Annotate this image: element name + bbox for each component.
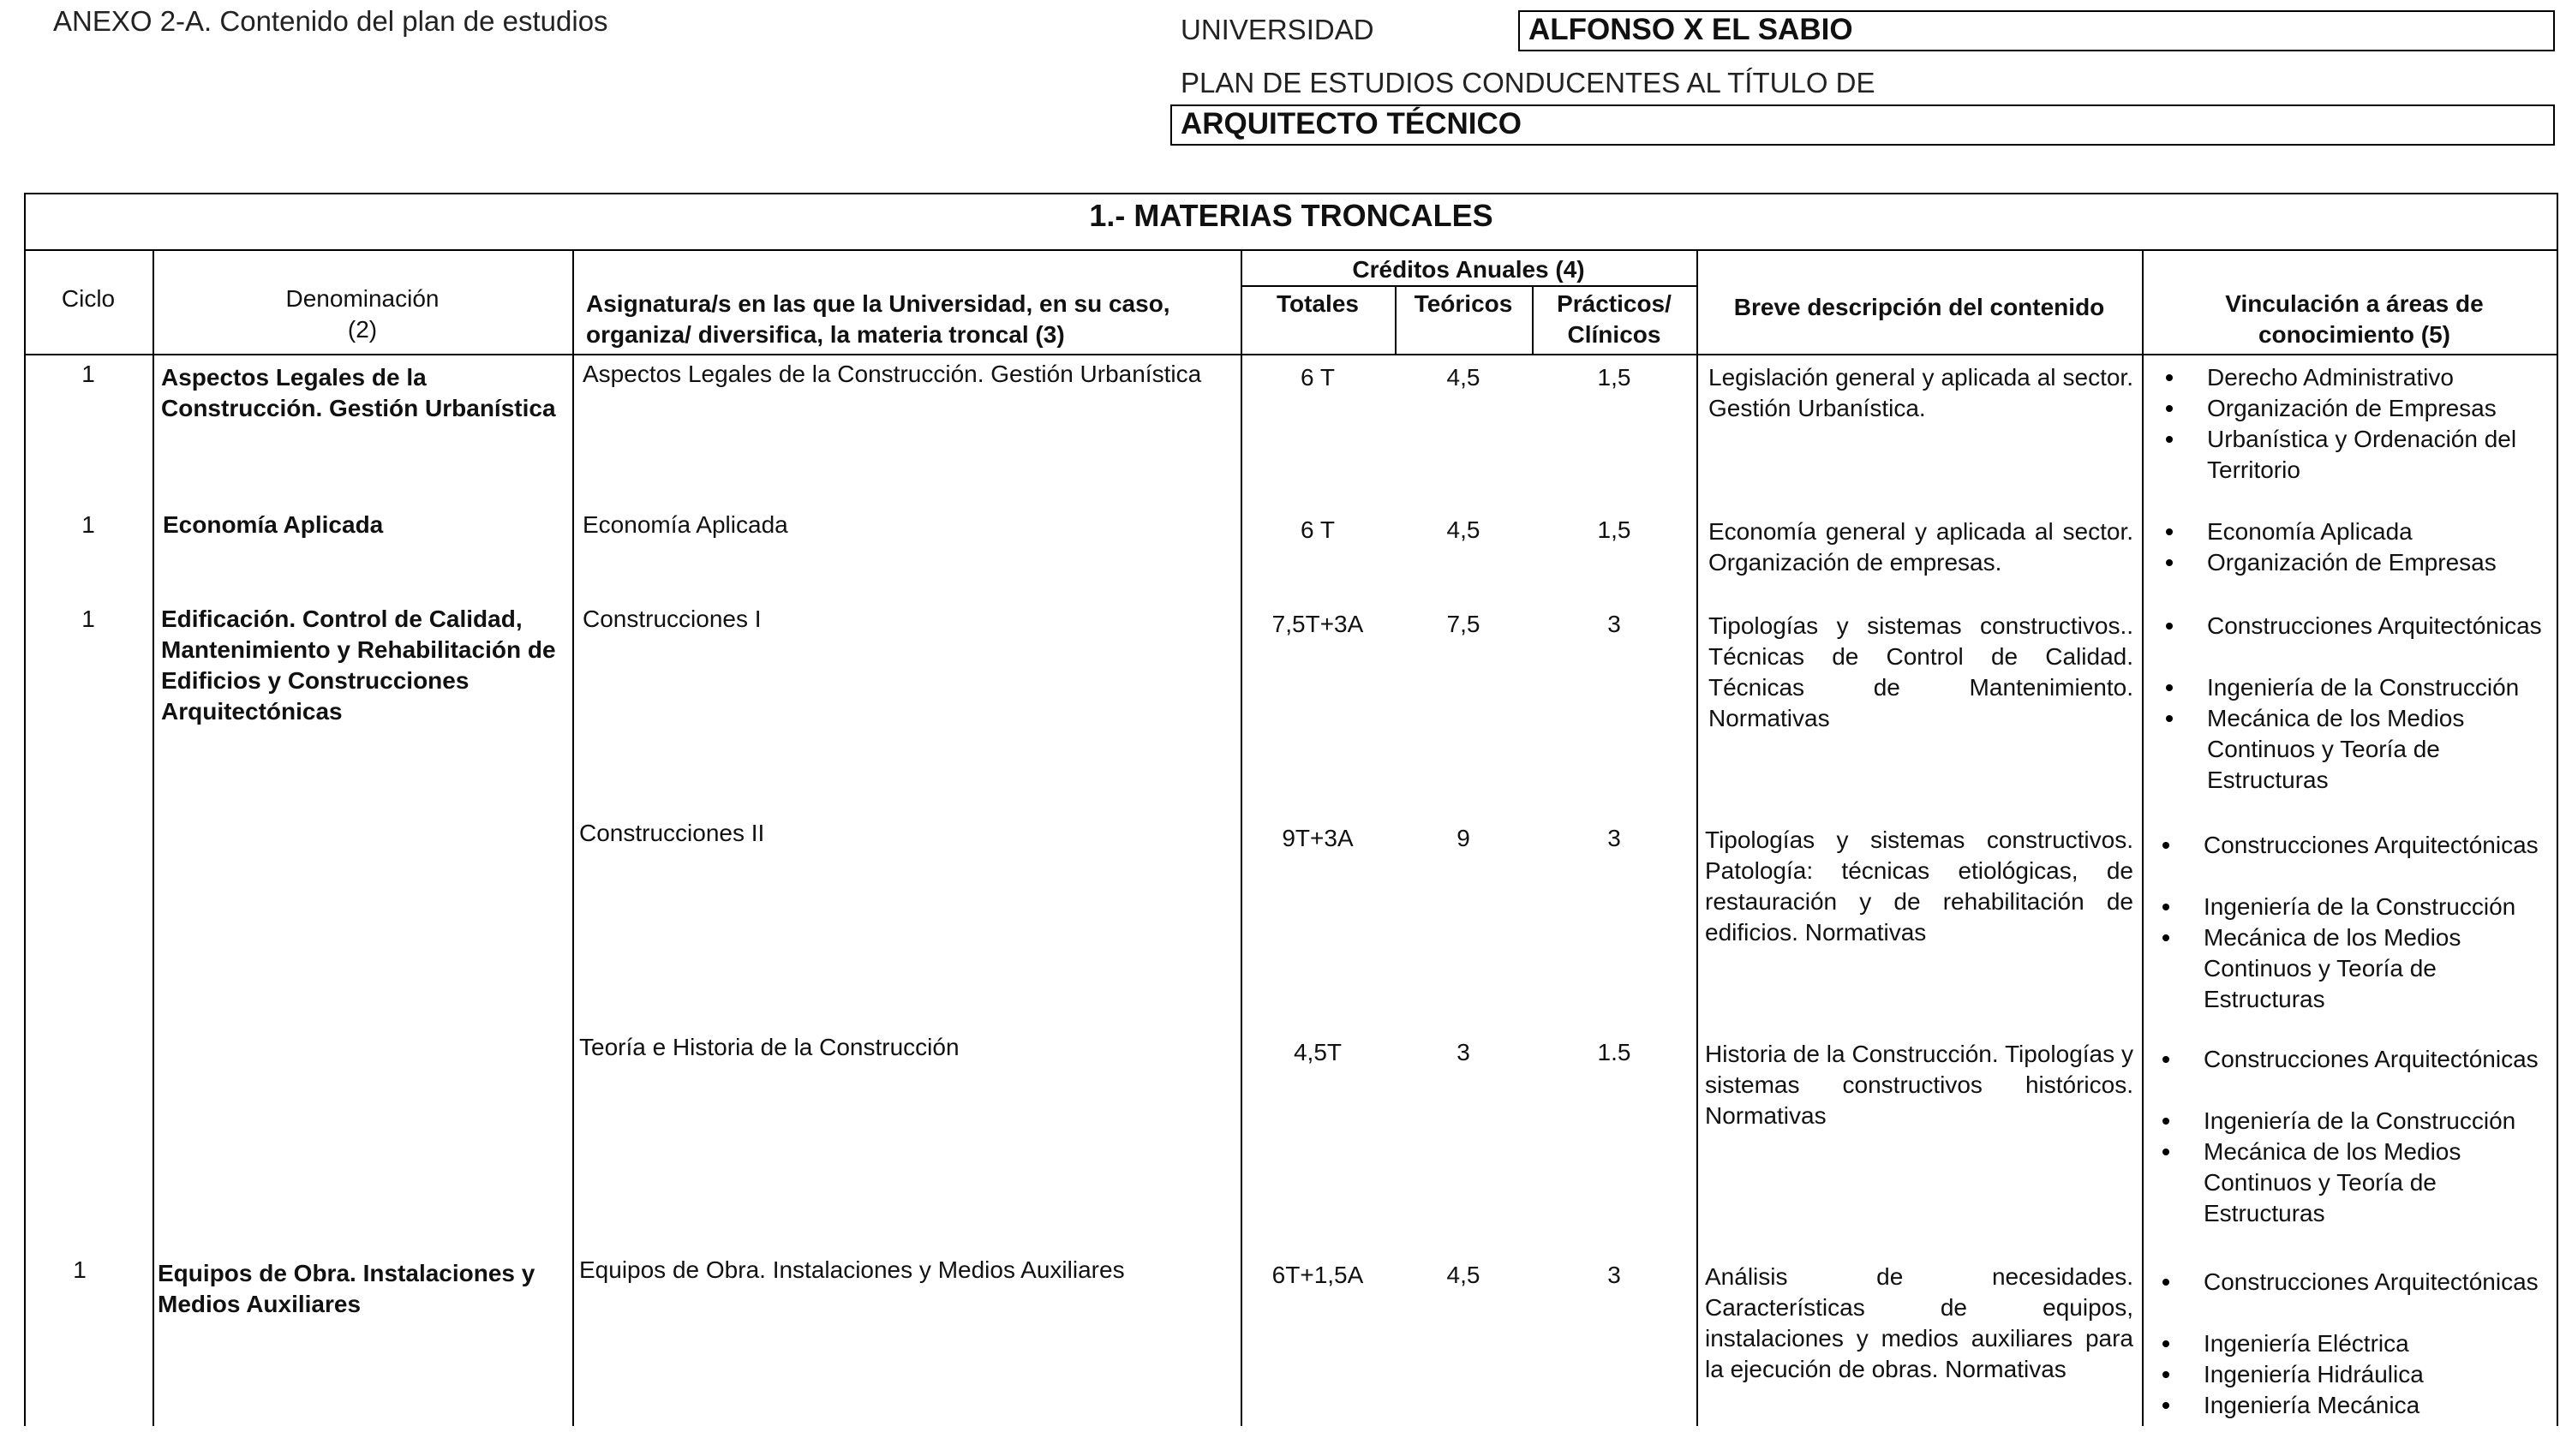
bullet-icon <box>2162 1279 2169 1286</box>
bullet-icon <box>2166 528 2173 535</box>
row-2-totales: 6 T <box>1301 516 1335 543</box>
bullet-icon <box>2162 934 2169 941</box>
row-6-descripcion: Análisis de necesidades. Características de equipos, instalaciones y medios auxiliares para la ejecución de obras. Normativas <box>1705 1263 2133 1382</box>
header-practicos: Prácticos/ Clínicos <box>1557 290 1672 348</box>
row-2-ciclo: 1 <box>81 511 95 538</box>
row-4-teoricos: 9 <box>1456 825 1470 851</box>
bullet-icon <box>2162 1056 2169 1063</box>
plan-label: PLAN DE ESTUDIOS CONDUCENTES AL TÍTULO DE <box>1181 67 1875 98</box>
row-1-ciclo: 1 <box>81 361 95 387</box>
degree-box: ARQUITECTO TÉCNICO <box>1170 104 2555 146</box>
bullet-icon <box>2166 405 2173 412</box>
header-vinculacion: Vinculación a áreas de conocimiento (5) <box>2225 290 2484 348</box>
row-5-teoricos: 3 <box>1456 1039 1470 1065</box>
row-6-denominacion: Equipos de Obra. Instalaciones y Medios Auxiliares <box>158 1260 535 1317</box>
table-title: 1.- MATERIAS TRONCALES <box>1089 198 1493 233</box>
row-2-descripcion: Economía general y aplicada al sector. Organización de empresas. <box>1708 518 2133 576</box>
header-teoricos: Teóricos <box>1414 290 1513 317</box>
row-2-denominacion: Economía Aplicada <box>163 511 384 538</box>
bullet-icon <box>2162 904 2169 910</box>
bullet-icon <box>2166 684 2173 691</box>
bullet-icon <box>2162 1118 2169 1125</box>
row-5-totales: 4,5T <box>1293 1039 1343 1065</box>
row-2-teoricos: 4,5 <box>1446 516 1480 543</box>
row-6-ciclo: 1 <box>73 1256 87 1283</box>
row-1-denominacion: Aspectos Legales de la Construcción. Gestión Urbanística <box>161 364 556 421</box>
bullet-icon <box>2166 436 2173 443</box>
row-6-asignatura: Equipos de Obra. Instalaciones y Medios Auxiliares <box>579 1256 1125 1283</box>
row-4-asignatura: Construcciones II <box>579 820 765 846</box>
row-1-descripcion: Legislación general y aplicada al sector. Gestión Urbanística. <box>1708 364 2133 421</box>
row-1-practicos: 1,5 <box>1597 364 1631 391</box>
university-label: UNIVERSIDAD <box>1181 14 1374 45</box>
row-6-totales: 6T+1,5A <box>1271 1262 1364 1288</box>
header-denominacion: Denominación <box>285 285 440 312</box>
bullet-icon <box>2166 374 2173 381</box>
bullet-icon <box>2162 1340 2169 1347</box>
row-3-practicos: 3 <box>1607 611 1621 637</box>
bullet-icon <box>2166 715 2173 722</box>
row-6-teoricos: 4,5 <box>1446 1262 1480 1288</box>
row-4-totales: 9T+3A <box>1282 825 1354 851</box>
row-5-practicos: 1.5 <box>1597 1039 1631 1065</box>
row-5-asignatura: Teoría e Historia de la Construcción <box>579 1034 960 1060</box>
bullet-icon <box>2162 1371 2169 1378</box>
row-1-totales: 6 T <box>1301 364 1335 391</box>
header-totales: Totales <box>1277 290 1359 317</box>
row-6-practicos: 3 <box>1607 1262 1621 1288</box>
bullet-icon <box>2162 1402 2169 1409</box>
university-name-box: ALFONSO X EL SABIO <box>1518 10 2555 51</box>
bullet-icon <box>2162 842 2169 849</box>
bullet-icon <box>2166 559 2173 566</box>
row-1-teoricos: 4,5 <box>1446 364 1480 391</box>
row-3-totales: 7,5T+3A <box>1271 611 1364 637</box>
row-3-teoricos: 7,5 <box>1446 611 1480 637</box>
row-3-asignatura: Construcciones I <box>583 606 762 632</box>
bullet-icon <box>2166 623 2173 630</box>
bullet-icon <box>2162 1149 2169 1155</box>
annex-title: ANEXO 2-A. Contenido del plan de estudios <box>53 5 608 37</box>
header-descripcion: Breve descripción del contenido <box>1733 294 2105 320</box>
row-4-practicos: 3 <box>1607 825 1621 851</box>
materias-troncales-table: 1.- MATERIAS TRONCALES Ciclo Denominación (2) Asignatura/s en las que la Universidad, en su caso, organiza/ diversifica, la materia troncal (3) Créditos Anuales (4) Totales Teóricos Prácticos/ Clínicos Breve descripción del contenido Vinculación a áreas de conocimiento (5) 1 Aspectos Legales de la Construcción. Gestión Urbanística Aspectos Legales de la Construcción. Gestión Urbanística 6 T 4,5 1,5 Legislación general y aplicada al sector. Gestión Urbanística. Derecho Administrativo Organización de Empresas Urbanística y Ordenación del Territorio 1 Economía Aplicada Economía Aplicada 6 T 4,5 1,5 Economía general y aplicada al sector. Organización de empresas. Economía Aplicada Organización de Empresas 1 Edificación. Control de Calidad, Mantenimiento y Rehabilitación de Edificios y Construcciones Arquitectónicas Construcciones I 7,5T+3A 7,5 3 Tipologías y sistemas constructivos.. Técnicas de Control de Calidad. Técnicas de Mantenimiento. Normativas Construcciones Arquitectónicas Ingeniería de la Construcción Mecánica de los Medios Continuos y Teoría de Estructuras Construcciones II 9T+3A 9 3 Tipologías y sistemas constructivos. Patología: técnicas etiológicas, de restauración y de rehabilitación de edificios. Normativas Construcciones Arquitectónicas Ingeniería de la Construcción Mecánica de los Medios Continuos y Teoría de Estructuras Teoría e Historia de la Construcción 4,5T 3 1.5 Historia de la Construcción. Tipologías y sistemas constructivos históricos. Normativas Construcciones Arquitectónicas Ingeniería de la Construcción Mecánica de los Medios Continuos y Teoría de Estructuras 1 Equipos de Obra. Instalaciones y Medios Auxiliares Equipos de Obra. Instalaciones y Medios Auxiliares 6T+1,5A 4,5 3 Análisis de necesidades. Características de equipos, instalaciones y medios auxiliares para la ejecución de obras. Normativas Construcciones Arquitectónicas Ingeniería Eléctrica Ingeniería Hidráulica Ingeniería Mecánica <box>24 193 2558 1426</box>
header-creditos: Créditos Anuales (4) <box>1352 256 1585 283</box>
row-4-descripcion: Tipologías y sistemas constructivos. Patología: técnicas etiológicas, de restauración y de rehabilitación de edificios. Normativas <box>1705 826 2133 946</box>
row-1-asignatura: Aspectos Legales de la Construcción. Gestión Urbanística <box>583 361 1202 387</box>
header-ciclo: Ciclo <box>61 285 116 312</box>
row-3-ciclo: 1 <box>81 606 95 632</box>
header-denominacion-note: (2) <box>347 316 378 343</box>
row-3-denominacion: Edificación. Control de Calidad, Mantenimiento y Rehabilitación de Edificios y Construcciones Arquitectónicas <box>161 606 556 725</box>
row-3-descripcion: Tipologías y sistemas constructivos.. Técnicas de Control de Calidad. Técnicas de Mantenimiento. Normativas <box>1708 612 2133 731</box>
row-5-descripcion: Historia de la Construcción. Tipologías y sistemas constructivos históricos. Normativas <box>1705 1041 2133 1129</box>
header-asignatura: Asignatura/s en las que la Universidad, en su caso, organiza/ diversifica, la materia troncal (3) <box>586 290 1170 348</box>
row-2-asignatura: Economía Aplicada <box>583 511 788 538</box>
row-2-practicos: 1,5 <box>1597 516 1631 543</box>
